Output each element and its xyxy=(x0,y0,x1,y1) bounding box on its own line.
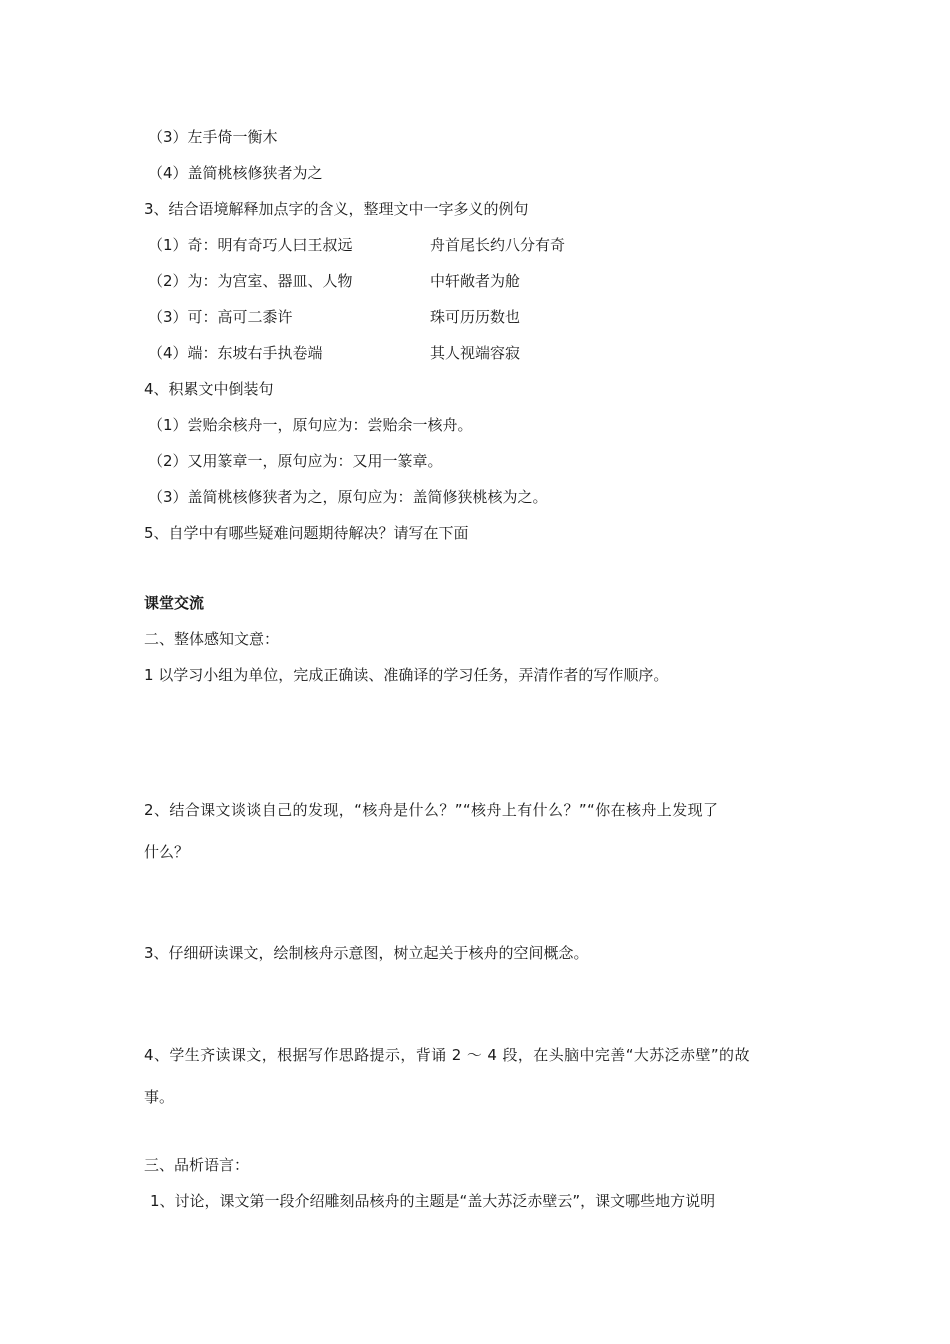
part2-task-4-line-2: 事。 xyxy=(144,1088,175,1106)
q3-row-4-right: 其人视端容寂 xyxy=(430,344,521,362)
q3-row-3-right: 珠可历历数也 xyxy=(430,308,521,326)
q3-row-1-left: （1）奇：明有奇巧人曰王叔远 xyxy=(148,236,353,254)
q3-row-1-right: 舟首尾长约八分有奇 xyxy=(430,236,566,254)
part3-heading: 三、品析语言： xyxy=(144,1156,250,1174)
item-4: （4）盖简桃核修狭者为之 xyxy=(148,164,323,182)
item-3: （3）左手倚一衡木 xyxy=(148,128,278,146)
q3-row-2-left: （2）为：为宫室、器皿、人物 xyxy=(148,272,353,290)
q5-text: 5、自学中有哪些疑难问题期待解决？请写在下面 xyxy=(144,524,469,542)
part2-task-1: 1 以学习小组为单位，完成正确读、准确译的学习任务，弄清作者的写作顺序。 xyxy=(144,666,669,684)
part2-task-2-line-2: 什么？ xyxy=(144,843,190,861)
q4-row-3: （3）盖简桃核修狭者为之，原句应为：盖简修狭桃核为之。 xyxy=(148,488,548,506)
q3-heading: 3、结合语境解释加点字的含义，整理文中一字多义的例句 xyxy=(144,200,529,218)
q3-row-2-right: 中轩敞者为舱 xyxy=(430,272,521,290)
part2-task-2-line-1: 2、结合课文谈谈自己的发现，“核舟是什么？”“核舟上有什么？”“你在核舟上发现了 xyxy=(144,801,719,819)
part3-task-1: 1、讨论，课文第一段介绍雕刻品核舟的主题是“盖大苏泛赤壁云”，课文哪些地方说明 xyxy=(150,1192,716,1210)
q4-row-2: （2）又用篆章一，原句应为：又用一篆章。 xyxy=(148,452,443,470)
q4-heading: 4、积累文中倒装句 xyxy=(144,380,274,398)
q3-row-4-left: （4）端：东坡右手执卷端 xyxy=(148,344,323,362)
part2-heading: 二、整体感知文意： xyxy=(144,630,280,648)
q3-row-3-left: （3）可：高可二黍许 xyxy=(148,308,293,326)
part2-task-3: 3、仔细研读课文，绘制核舟示意图，树立起关于核舟的空间概念。 xyxy=(144,944,589,962)
part2-task-4-line-1: 4、学生齐读课文，根据写作思路提示，背诵 2 ～ 4 段，在头脑中完善“大苏泛赤壁”的故 xyxy=(144,1046,750,1064)
q4-row-1: （1）尝贻余核舟一，原句应为：尝贻余一核舟。 xyxy=(148,416,473,434)
section-title: 课堂交流 xyxy=(144,594,205,612)
